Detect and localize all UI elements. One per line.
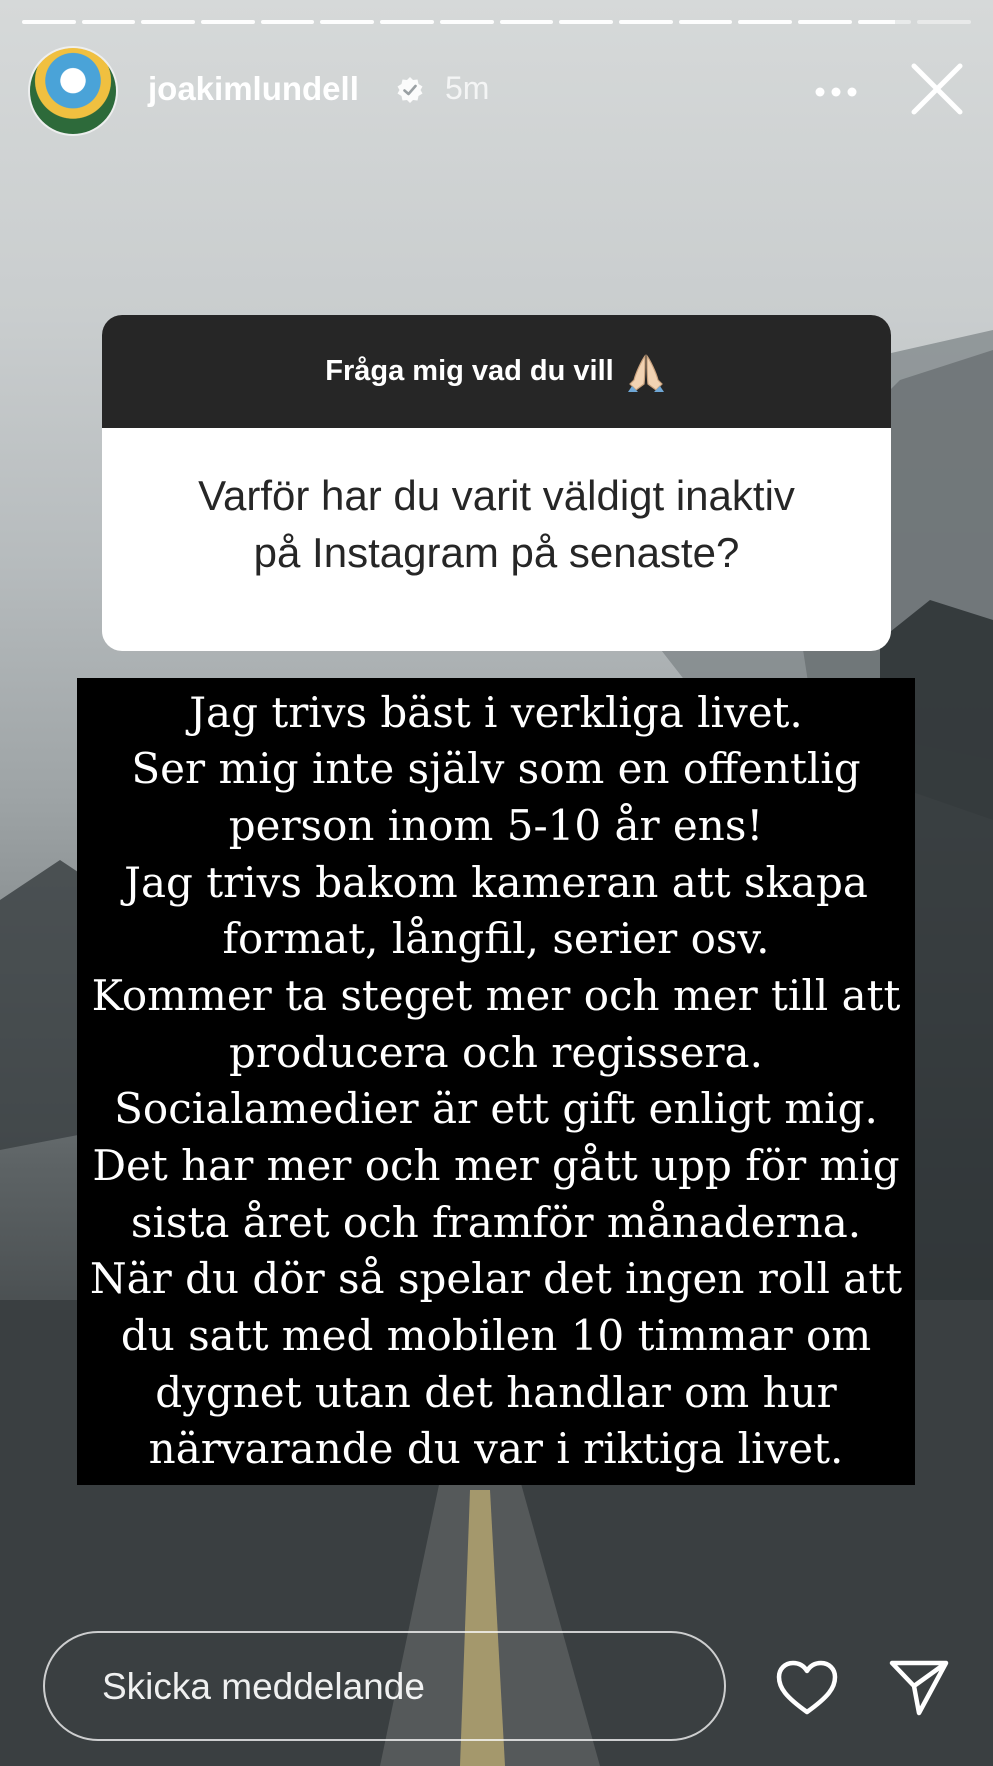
answer-line: du satt med mobilen 10 timmar om [120, 1311, 872, 1360]
heart-icon[interactable] [776, 1660, 838, 1716]
progress-segment [738, 20, 792, 24]
progress-segment [22, 20, 76, 24]
answer-line: När du dör så spelar det ingen roll att [89, 1254, 903, 1303]
avatar[interactable] [30, 48, 116, 134]
question-sticker [102, 315, 891, 651]
progress-segment [798, 20, 852, 24]
verified-badge-icon [396, 76, 424, 104]
question-sticker-header [102, 315, 891, 428]
answer-line: sista året och framför månaderna. [130, 1198, 862, 1247]
folded-hands-icon [624, 350, 668, 394]
answer-line: Kommer ta steget mer och mer till att [91, 971, 901, 1020]
answer-line: närvarande du var i riktiga livet. [148, 1424, 844, 1473]
message-input[interactable] [100, 1633, 684, 1741]
progress-segment [201, 20, 255, 24]
answer-line: dygnet utan det handlar om hur [155, 1368, 837, 1417]
answer-line: Jag trivs bakom kameran att skapa [124, 858, 868, 907]
progress-segment [619, 20, 673, 24]
answer-line: Ser mig inte själv som en offentlig [131, 744, 861, 793]
progress-segment [261, 20, 315, 24]
answer-text-block [77, 678, 915, 1485]
question-line: Varför har du varit väldigt inaktiv [198, 472, 795, 519]
answer-line: Det har mer och mer gått upp för mig [92, 1141, 900, 1190]
answer-line: person inom 5-10 år ens! [228, 801, 764, 850]
progress-segment [380, 20, 434, 24]
story-progress-bar [22, 20, 971, 25]
close-icon[interactable] [910, 62, 964, 116]
question-text [102, 467, 891, 581]
progress-segment [440, 20, 494, 24]
progress-segment [858, 20, 912, 24]
story-header [30, 48, 963, 134]
progress-segment [141, 20, 195, 24]
answer-line: Jag trivs bäst i verkliga livet. [189, 688, 803, 737]
answer-line: producera och regissera. [229, 1028, 763, 1077]
progress-segment [917, 20, 971, 24]
question-line: på Instagram på senaste? [253, 529, 740, 576]
progress-segment [500, 20, 554, 24]
answer-line: format, långfil, serier osv. [222, 914, 770, 963]
username[interactable]: joakimlundell [148, 70, 359, 107]
question-sticker-title: Fråga mig vad du vill [325, 355, 614, 387]
progress-segment [559, 20, 613, 24]
more-options-icon[interactable] [814, 86, 858, 98]
answer-line: Socialamedier är ett gift enligt mig. [114, 1084, 878, 1133]
send-icon[interactable] [889, 1659, 949, 1717]
progress-segment [320, 20, 374, 24]
reply-bar[interactable] [43, 1631, 726, 1741]
progress-segment [679, 20, 733, 24]
post-time: 5m [445, 70, 490, 106]
progress-segment [82, 20, 136, 24]
